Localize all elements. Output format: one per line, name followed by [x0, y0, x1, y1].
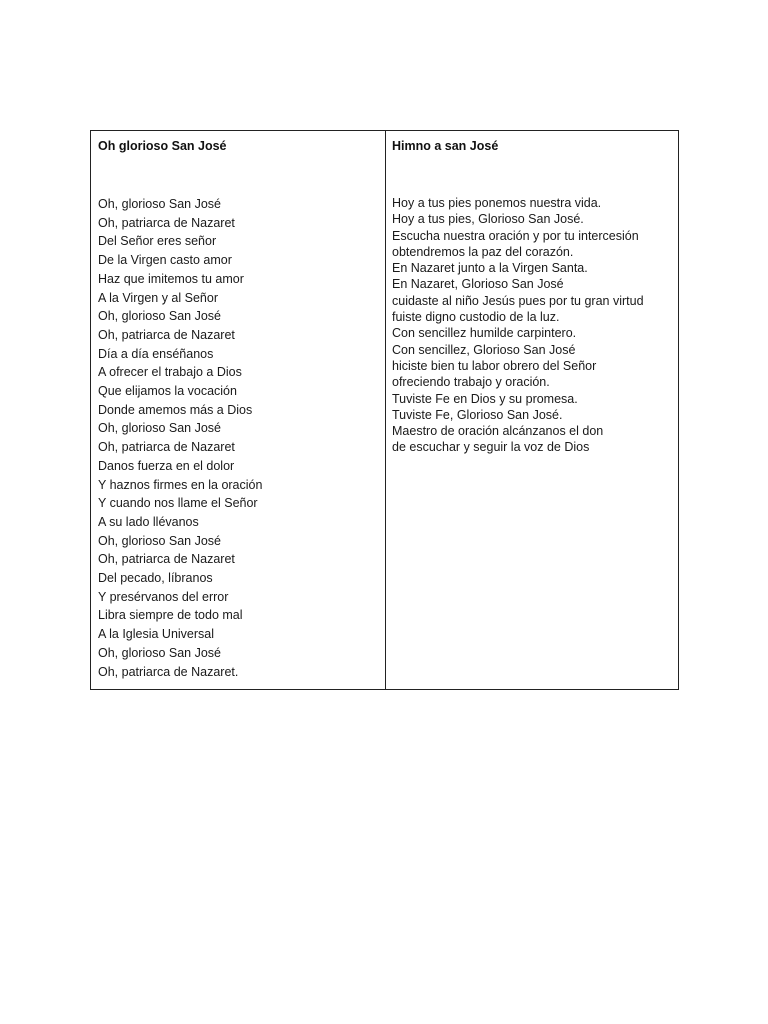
verse-line: hiciste bien tu labor obrero del Señor: [392, 358, 597, 373]
verse-line: Y presérvanos del error: [98, 589, 229, 604]
verse-line: Tuviste Fe, Glorioso San José.: [392, 407, 563, 422]
verse-line: ofreciendo trabajo y oración.: [392, 375, 550, 390]
verse-line: de escuchar y seguir la voz de Dios: [392, 440, 590, 455]
verse-line: Que elijamos la vocación: [98, 384, 237, 399]
verse-line: obtendremos la paz del corazón.: [392, 244, 574, 259]
verse-line: Oh, glorioso San José: [98, 309, 221, 324]
verse-line: Maestro de oración alcánzanos el don: [392, 424, 604, 439]
verse-line: A la Virgen y al Señor: [98, 290, 218, 305]
verse-line: Oh, glorioso San José: [98, 421, 221, 436]
verse-line: A la Iglesia Universal: [98, 627, 215, 642]
verse-line: Y haznos firmes en la oración: [98, 477, 263, 492]
left-column-verses: [98, 195, 379, 681]
verse-line: Del Señor eres señor: [98, 234, 217, 249]
verse-line: fuiste digno custodio de la luz.: [392, 310, 560, 325]
verse-line: Haz que imitemos tu amor: [98, 271, 244, 286]
verse-line: Hoy a tus pies ponemos nuestra vida.: [392, 196, 602, 210]
verse-line: Oh, patriarca de Nazaret: [98, 552, 235, 567]
verse-line: A su lado llévanos: [98, 514, 199, 529]
left-column: [91, 131, 386, 689]
verse-line: Oh, patriarca de Nazaret: [98, 440, 235, 455]
verse-line: Hoy a tus pies, Glorioso San José.: [392, 212, 584, 227]
verse-line: Oh, glorioso San José: [98, 645, 221, 660]
verse-line: Con sencillez, Glorioso San José: [392, 342, 576, 357]
verse-line: De la Virgen casto amor: [98, 253, 232, 268]
left-column-title: Oh glorioso San José: [98, 139, 227, 153]
verse-line: Con sencillez humilde carpintero.: [392, 326, 577, 341]
verse-line: Danos fuerza en el dolor: [98, 458, 235, 473]
verse-line: Oh, patriarca de Nazaret: [98, 327, 235, 342]
right-column: [386, 131, 678, 689]
verse-line: Oh, patriarca de Nazaret: [98, 215, 235, 230]
hymn-table: [90, 130, 679, 690]
verse-line: Libra siempre de todo mal: [98, 608, 243, 623]
verse-line: Tuviste Fe en Dios y su promesa.: [392, 391, 578, 406]
verse-line: A ofrecer el trabajo a Dios: [98, 365, 242, 380]
right-column-verses: [392, 195, 672, 456]
verse-line: Oh, patriarca de Nazaret.: [98, 664, 239, 679]
right-column-title: Himno a san José: [392, 139, 499, 153]
verse-line: Oh, glorioso San José: [98, 533, 221, 548]
verse-line: En Nazaret, Glorioso San José: [392, 277, 564, 292]
verse-line: Día a día enséñanos: [98, 346, 214, 361]
verse-line: Del pecado, líbranos: [98, 571, 213, 586]
verse-line: Escucha nuestra oración y por tu intercesión: [392, 228, 639, 243]
verse-line: cuidaste al niño Jesús pues por tu gran virtud: [392, 293, 644, 308]
verse-line: Y cuando nos llame el Señor: [98, 496, 258, 511]
verse-line: Donde amemos más a Dios: [98, 402, 253, 417]
verse-line: Oh, glorioso San José: [98, 197, 221, 211]
verse-line: En Nazaret junto a la Virgen Santa.: [392, 261, 588, 276]
